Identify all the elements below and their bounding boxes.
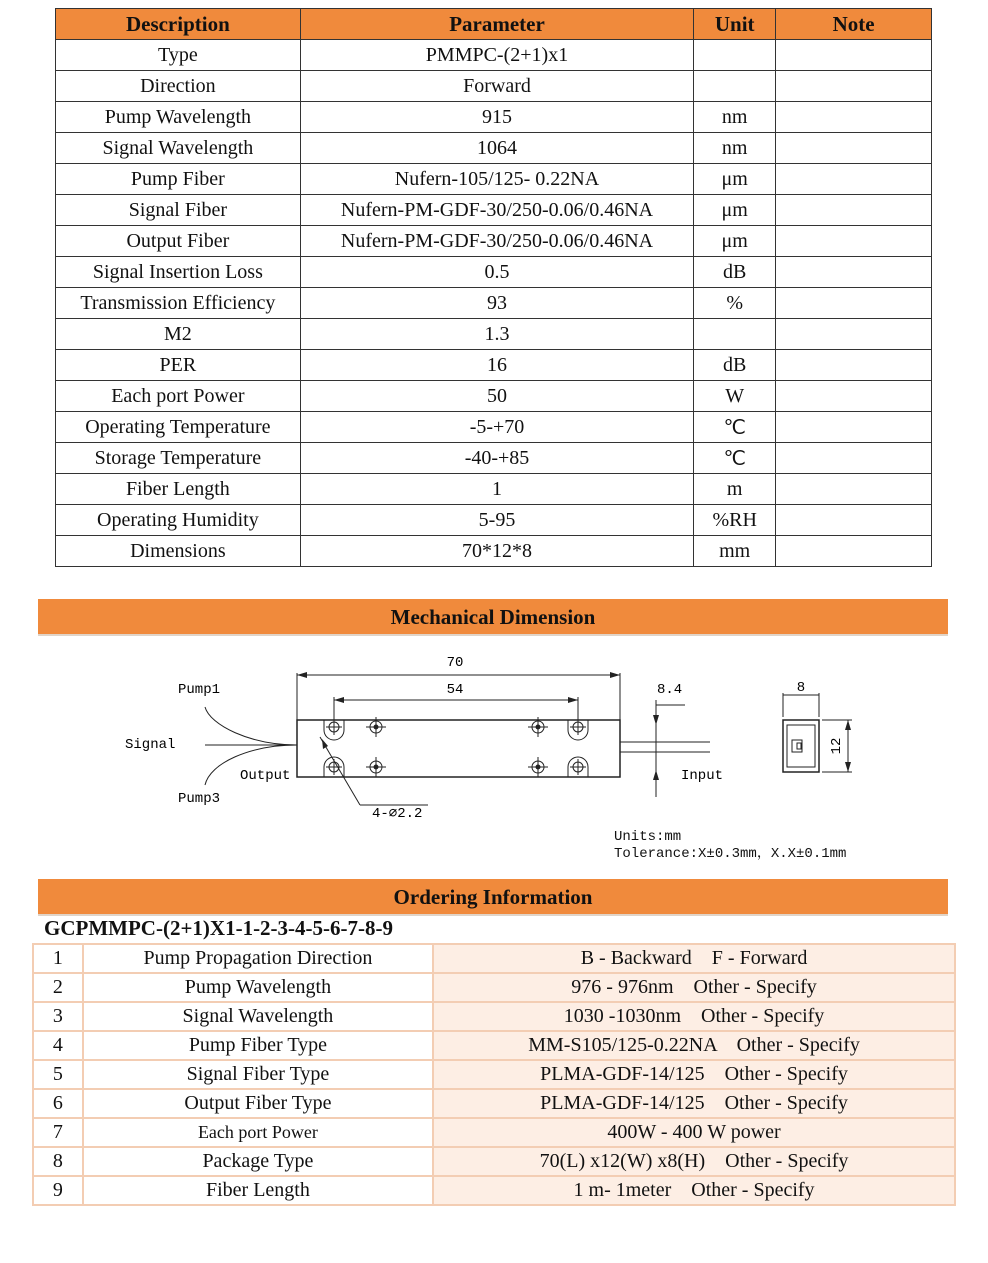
spec-description: Dimensions xyxy=(56,536,301,567)
spec-row xyxy=(56,350,932,381)
spec-parameter: Nufern-105/125- 0.22NA xyxy=(300,164,693,195)
ordering-field: Package Type xyxy=(83,1147,433,1176)
spec-description: M2 xyxy=(56,319,301,350)
spec-note xyxy=(776,133,932,164)
spec-unit: dB xyxy=(694,350,776,381)
hole-label: 4-∅2.2 xyxy=(372,806,423,822)
spec-unit: m xyxy=(694,474,776,505)
spec-note xyxy=(776,164,932,195)
spec-row xyxy=(56,195,932,226)
spec-row xyxy=(56,412,932,443)
spec-unit xyxy=(694,319,776,350)
ordering-row xyxy=(33,944,955,973)
ordering-field: Fiber Length xyxy=(83,1176,433,1205)
spec-row xyxy=(56,71,932,102)
ordering-field: Signal Fiber Type xyxy=(83,1060,433,1089)
spec-note xyxy=(776,505,932,536)
spec-row xyxy=(56,381,932,412)
spec-note xyxy=(776,226,932,257)
ordering-row xyxy=(33,973,955,1002)
spec-parameter: 16 xyxy=(300,350,693,381)
spec-description: Storage Temperature xyxy=(56,443,301,474)
spec-note xyxy=(776,71,932,102)
spec-note xyxy=(776,443,932,474)
spec-description: Type xyxy=(56,40,301,71)
ordering-index: 2 xyxy=(33,973,83,1002)
spec-description: Output Fiber xyxy=(56,226,301,257)
spec-unit: μm xyxy=(694,195,776,226)
output-label: Output xyxy=(240,768,291,784)
ordering-information-banner: Ordering Information xyxy=(38,879,948,916)
spec-row xyxy=(56,226,932,257)
spec-description: Operating Humidity xyxy=(56,505,301,536)
spec-unit: ℃ xyxy=(694,443,776,474)
ordering-options: 400W - 400 W power xyxy=(433,1118,955,1147)
dim-offset-label: 8.4 xyxy=(657,682,683,698)
ordering-options: 976 - 976nm Other - Specify xyxy=(433,973,955,1002)
spec-parameter: 0.5 xyxy=(300,257,693,288)
ordering-index: 6 xyxy=(33,1089,83,1118)
ordering-index: 9 xyxy=(33,1176,83,1205)
spec-row xyxy=(56,133,932,164)
spec-description: Fiber Length xyxy=(56,474,301,505)
spec-parameter: Nufern-PM-GDF-30/250-0.06/0.46NA xyxy=(300,226,693,257)
spec-note xyxy=(776,350,932,381)
ordering-options: 1 m- 1meter Other - Specify xyxy=(433,1176,955,1205)
ordering-index: 4 xyxy=(33,1031,83,1060)
ordering-field: Output Fiber Type xyxy=(83,1089,433,1118)
spec-note xyxy=(776,288,932,319)
mechanical-dimension-banner: Mechanical Dimension xyxy=(38,599,948,636)
input-label: Input xyxy=(681,768,724,784)
ordering-field: Pump Wavelength xyxy=(83,973,433,1002)
ordering-options: B - Backward F - Forward xyxy=(433,944,955,973)
tolerance-text: Tolerance:X±0.3mm，X.X±0.1mm xyxy=(614,846,847,862)
ordering-row xyxy=(33,1031,955,1060)
pump1-label: Pump1 xyxy=(178,682,221,698)
signal-label: Signal xyxy=(125,737,176,753)
spec-note xyxy=(776,102,932,133)
spec-parameter: 5-95 xyxy=(300,505,693,536)
ordering-options: PLMA-GDF-14/125 Other - Specify xyxy=(433,1089,955,1118)
spec-unit: ℃ xyxy=(694,412,776,443)
dim-total-label: 70 xyxy=(446,655,464,671)
header-note: Note xyxy=(776,9,932,40)
ordering-options: 70(L) x12(W) x8(H) Other - Specify xyxy=(433,1147,955,1176)
spec-unit: % xyxy=(694,288,776,319)
spec-row xyxy=(56,474,932,505)
spec-description: Each port Power xyxy=(56,381,301,412)
spec-parameter: -40-+85 xyxy=(300,443,693,474)
spec-row xyxy=(56,443,932,474)
ordering-index: 1 xyxy=(33,944,83,973)
header-description: Description xyxy=(56,9,301,40)
dim-width-label: 8 xyxy=(796,680,806,696)
spec-parameter: 93 xyxy=(300,288,693,319)
spec-parameter: -5-+70 xyxy=(300,412,693,443)
spec-description: PER xyxy=(56,350,301,381)
spec-row xyxy=(56,505,932,536)
spec-note xyxy=(776,319,932,350)
spec-unit: W xyxy=(694,381,776,412)
spec-description: Signal Fiber xyxy=(56,195,301,226)
ordering-row xyxy=(33,1176,955,1205)
ordering-row xyxy=(33,1118,955,1147)
spec-row xyxy=(56,288,932,319)
spec-parameter: 1 xyxy=(300,474,693,505)
spec-unit: μm xyxy=(694,164,776,195)
spec-parameter: 1064 xyxy=(300,133,693,164)
ordering-index: 8 xyxy=(33,1147,83,1176)
spec-parameter: 70*12*8 xyxy=(300,536,693,567)
ordering-field: Signal Wavelength xyxy=(83,1002,433,1031)
spec-unit: nm xyxy=(694,102,776,133)
spec-parameter: 915 xyxy=(300,102,693,133)
ordering-options: MM-S105/125-0.22NA Other - Specify xyxy=(433,1031,955,1060)
spec-note xyxy=(776,412,932,443)
spec-row xyxy=(56,257,932,288)
ordering-index: 7 xyxy=(33,1118,83,1147)
spec-description: Signal Insertion Loss xyxy=(56,257,301,288)
spec-header-row xyxy=(56,9,932,40)
spec-unit: μm xyxy=(694,226,776,257)
header-parameter: Parameter xyxy=(300,9,693,40)
spec-note xyxy=(776,474,932,505)
ordering-index: 5 xyxy=(33,1060,83,1089)
ordering-index: 3 xyxy=(33,1002,83,1031)
ordering-table xyxy=(32,943,956,1206)
spec-row xyxy=(56,40,932,71)
ordering-row xyxy=(33,1147,955,1176)
units-text: Units:mm xyxy=(614,829,682,845)
spec-parameter: Nufern-PM-GDF-30/250-0.06/0.46NA xyxy=(300,195,693,226)
ordering-row xyxy=(33,1089,955,1118)
spec-unit: mm xyxy=(694,536,776,567)
spec-unit xyxy=(694,40,776,71)
spec-note xyxy=(776,40,932,71)
spec-row xyxy=(56,319,932,350)
spec-unit: dB xyxy=(694,257,776,288)
spec-parameter: Forward xyxy=(300,71,693,102)
spec-description: Operating Temperature xyxy=(56,412,301,443)
ordering-field: Each port Power xyxy=(83,1118,433,1147)
ordering-field: Pump Propagation Direction xyxy=(83,944,433,973)
spec-row xyxy=(56,102,932,133)
pump3-label: Pump3 xyxy=(178,791,221,807)
spec-description: Signal Wavelength xyxy=(56,133,301,164)
ordering-row xyxy=(33,1060,955,1089)
spec-note xyxy=(776,536,932,567)
spec-description: Pump Wavelength xyxy=(56,102,301,133)
header-unit: Unit xyxy=(694,9,776,40)
dim-height-label: 12 xyxy=(829,737,845,755)
ordering-row xyxy=(33,1002,955,1031)
units-note xyxy=(614,829,846,863)
spec-note xyxy=(776,381,932,412)
ordering-options: PLMA-GDF-14/125 Other - Specify xyxy=(433,1060,955,1089)
spec-parameter: 50 xyxy=(300,381,693,412)
spec-table xyxy=(55,8,932,567)
dim-holes-label: 54 xyxy=(446,682,464,698)
spec-description: Direction xyxy=(56,71,301,102)
spec-parameter: 1.3 xyxy=(300,319,693,350)
ordering-code: GCPMMPC-(2+1)X1-1-2-3-4-5-6-7-8-9 xyxy=(44,916,394,940)
spec-note xyxy=(776,257,932,288)
spec-row xyxy=(56,164,932,195)
spec-parameter: PMMPC-(2+1)x1 xyxy=(300,40,693,71)
spec-note xyxy=(776,195,932,226)
spec-unit: %RH xyxy=(694,505,776,536)
spec-description: Pump Fiber xyxy=(56,164,301,195)
ordering-field: Pump Fiber Type xyxy=(83,1031,433,1060)
spec-row xyxy=(56,536,932,567)
spec-unit xyxy=(694,71,776,102)
spec-description: Transmission Efficiency xyxy=(56,288,301,319)
ordering-options: 1030 -1030nm Other - Specify xyxy=(433,1002,955,1031)
spec-unit: nm xyxy=(694,133,776,164)
